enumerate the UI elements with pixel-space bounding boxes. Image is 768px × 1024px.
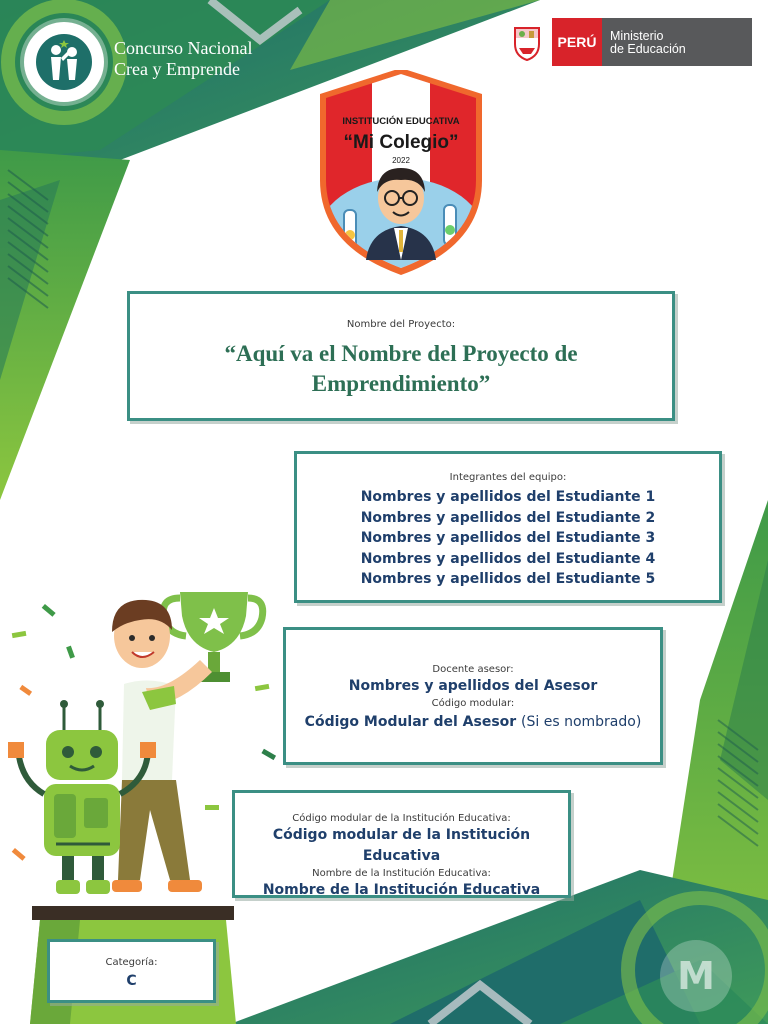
advisor-code-note: (Si es nombrado) [521, 713, 642, 730]
contest-logo [24, 22, 104, 102]
institution-code: Código modular de la Institución Educativa [272, 827, 531, 864]
ministry-logo [502, 18, 752, 66]
project-caption: Nombre del Proyecto: [346, 319, 456, 330]
institution-name-caption: Nombre de la Institución Educativa: [312, 868, 491, 879]
advisor-code-caption: Código modular: [431, 697, 515, 709]
team-member-2: Nombres y apellidos del Estudiante 2 [360, 509, 656, 526]
advisor-name: Nombres y apellidos del Asesor [348, 678, 598, 694]
advisor-box [283, 627, 663, 765]
coat-of-arms-icon [502, 18, 552, 66]
advisor-code-line [286, 712, 660, 733]
institution-name: Nombre de la Institución Educativa [262, 882, 541, 898]
advisor-code: Código Modular del Asesor [304, 713, 517, 730]
contest-title-line2: Crea y Emprende [114, 59, 240, 79]
shield-label: INSTITUCIÓN EDUCATIVA [342, 116, 460, 127]
ministry-line1: Ministerio [610, 29, 664, 43]
team-members-box [294, 451, 722, 603]
category-caption: Categoría: [105, 957, 158, 968]
advisor-caption: Docente asesor: [432, 664, 514, 675]
category-value: C [126, 973, 137, 989]
project-title-line2: Emprendimiento” [311, 371, 491, 396]
team-member-3: Nombres y apellidos del Estudiante 3 [360, 530, 656, 546]
team-caption: Integrantes del equipo: [449, 472, 567, 483]
children-icon [34, 32, 94, 92]
shield-school-name: “Mi Colegio” [343, 132, 459, 153]
institution-code-caption: Código modular de la Institución Educativa: [292, 813, 511, 824]
ministry-label [602, 18, 752, 66]
project-name-box [127, 291, 675, 421]
m-logo-icon: M [660, 940, 732, 1012]
trophy-icon [163, 592, 262, 682]
team-member-5: Nombres y apellidos del Estudiante 5 [360, 571, 656, 587]
country-label: PERÚ [552, 18, 602, 66]
team-member-4: Nombres y apellidos del Estudiante 4 [360, 550, 656, 567]
contest-title-line1: Concurso Nacional [114, 38, 253, 58]
project-title-line1: “Aquí va el Nombre del Proyecto de [224, 341, 578, 366]
category-box [47, 939, 216, 1003]
shield-year: 2022 [392, 156, 410, 165]
ministry-line2: de Educación [610, 42, 686, 56]
project-title [130, 339, 672, 399]
school-shield [314, 70, 489, 275]
team-member-1: Nombres y apellidos del Estudiante 1 [360, 489, 656, 505]
contest-title [114, 38, 252, 80]
